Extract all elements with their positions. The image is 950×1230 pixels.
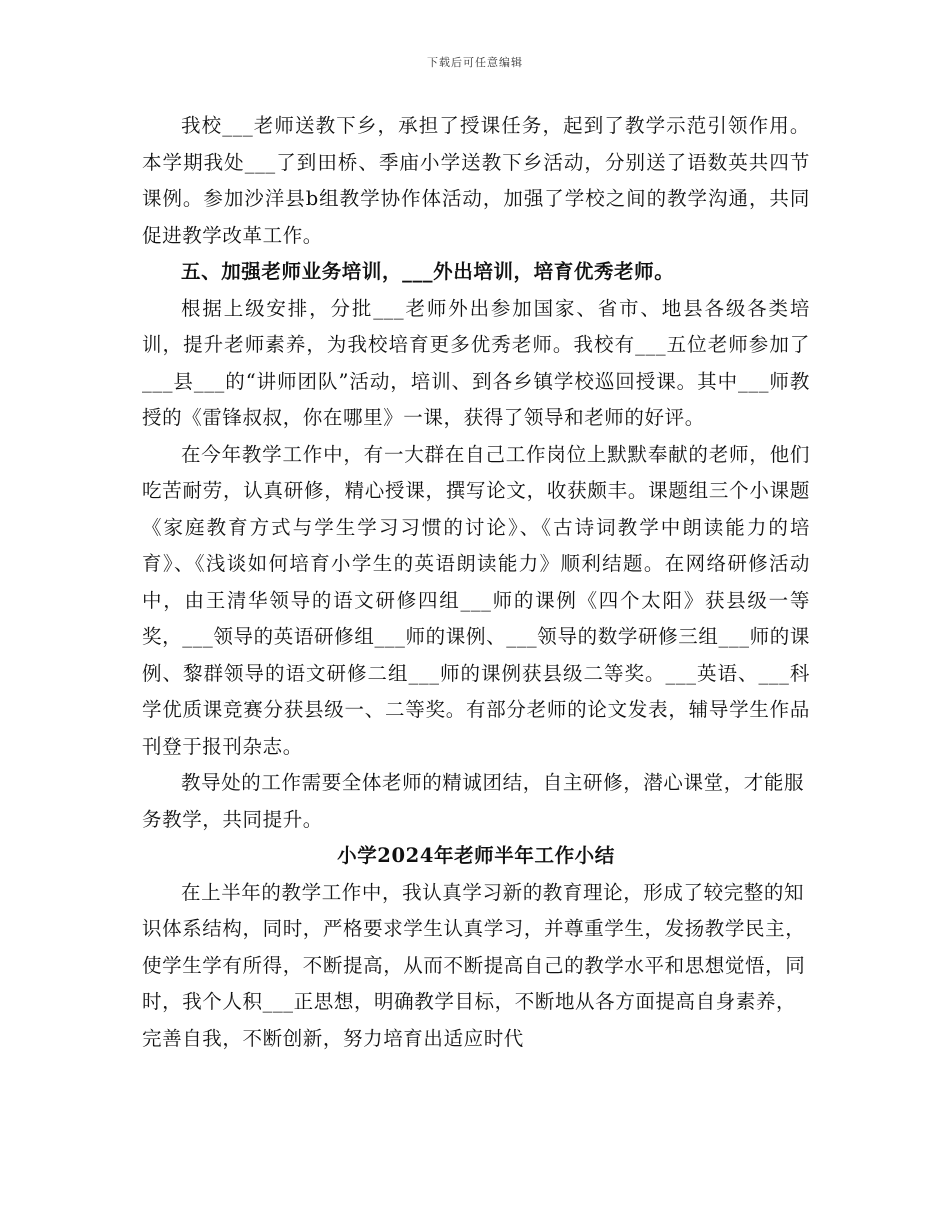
paragraph-achievements: 在今年教学工作中，有一大群在自己工作岗位上默默奉献的老师，他们吃苦耐劳，认真研修，精心授课，撰写论文，收获颇丰。课题组三个小课题《家庭教育方式与学生学习习惯的讨论》、《古诗词教学中朗读能力的培育》、《浅谈如何培育小学生的英语朗读能力》顺利结题。在网络研修活动中，由王清华领导的语文研修四组___师的课例《四个太阳》获县级一等奖，___领导的英语研修组___师的课例、___领导的数学研修三组___师的课例、黎群领导的语文研修二组___师的课例获县级二等奖。___英语、___科学优质课竞赛分获县级一、二等奖。有部分老师的论文发表，辅导学生作品刊登于报刊杂志。	[142, 442, 810, 758]
page-header: 下载后可任意编辑	[427, 56, 523, 69]
document-body	[142, 108, 810, 1057]
paragraph-closing: 教导处的工作需要全体老师的精诚团结，自主研修，潜心课堂，才能服务教学，共同提升。	[142, 771, 805, 831]
paragraph-summary-intro: 在上半年的教学工作中，我认真学习新的教育理论，形成了较完整的知识体系结构，同时，严格要求学生认真学习，并尊重学生，发扬教学民主，使学生学有所得，不断提高，从而不断提高自己的教学水平和思想觉悟，同时，我个人积___正思想，明确教学目标，不断地从各方面提高自身素养，完善自我，不断创新，努力培育出适应时代	[142, 880, 806, 1050]
section-heading-5: 五、加强老师业务培训，___外出培训，培育优秀老师。	[181, 260, 675, 283]
paragraph-teacher-training: 根据上级安排，分批___老师外出参加国家、省市、地县各级各类培训，提升老师素养，为我校培育更多优秀老师。我校有___五位老师参加了___县___的“讲师团队”活动，培训、到各乡镇学校巡回授课。其中___师教授的《雷锋叔叔，你在哪里》一课，获得了领导和老师的好评。	[142, 296, 810, 429]
document-title: 小学2024年老师半年工作小结	[337, 844, 615, 867]
paragraph-outreach-teaching: 我校___老师送教下乡，承担了授课任务，起到了教学示范引领作用。本学期我处___了到田桥、季庙小学送教下乡活动，分别送了语数英共四节课例。参加沙洋县b组教学协作体活动，加强了学校之间的教学沟通，共同促进教学改革工作。	[142, 114, 810, 247]
